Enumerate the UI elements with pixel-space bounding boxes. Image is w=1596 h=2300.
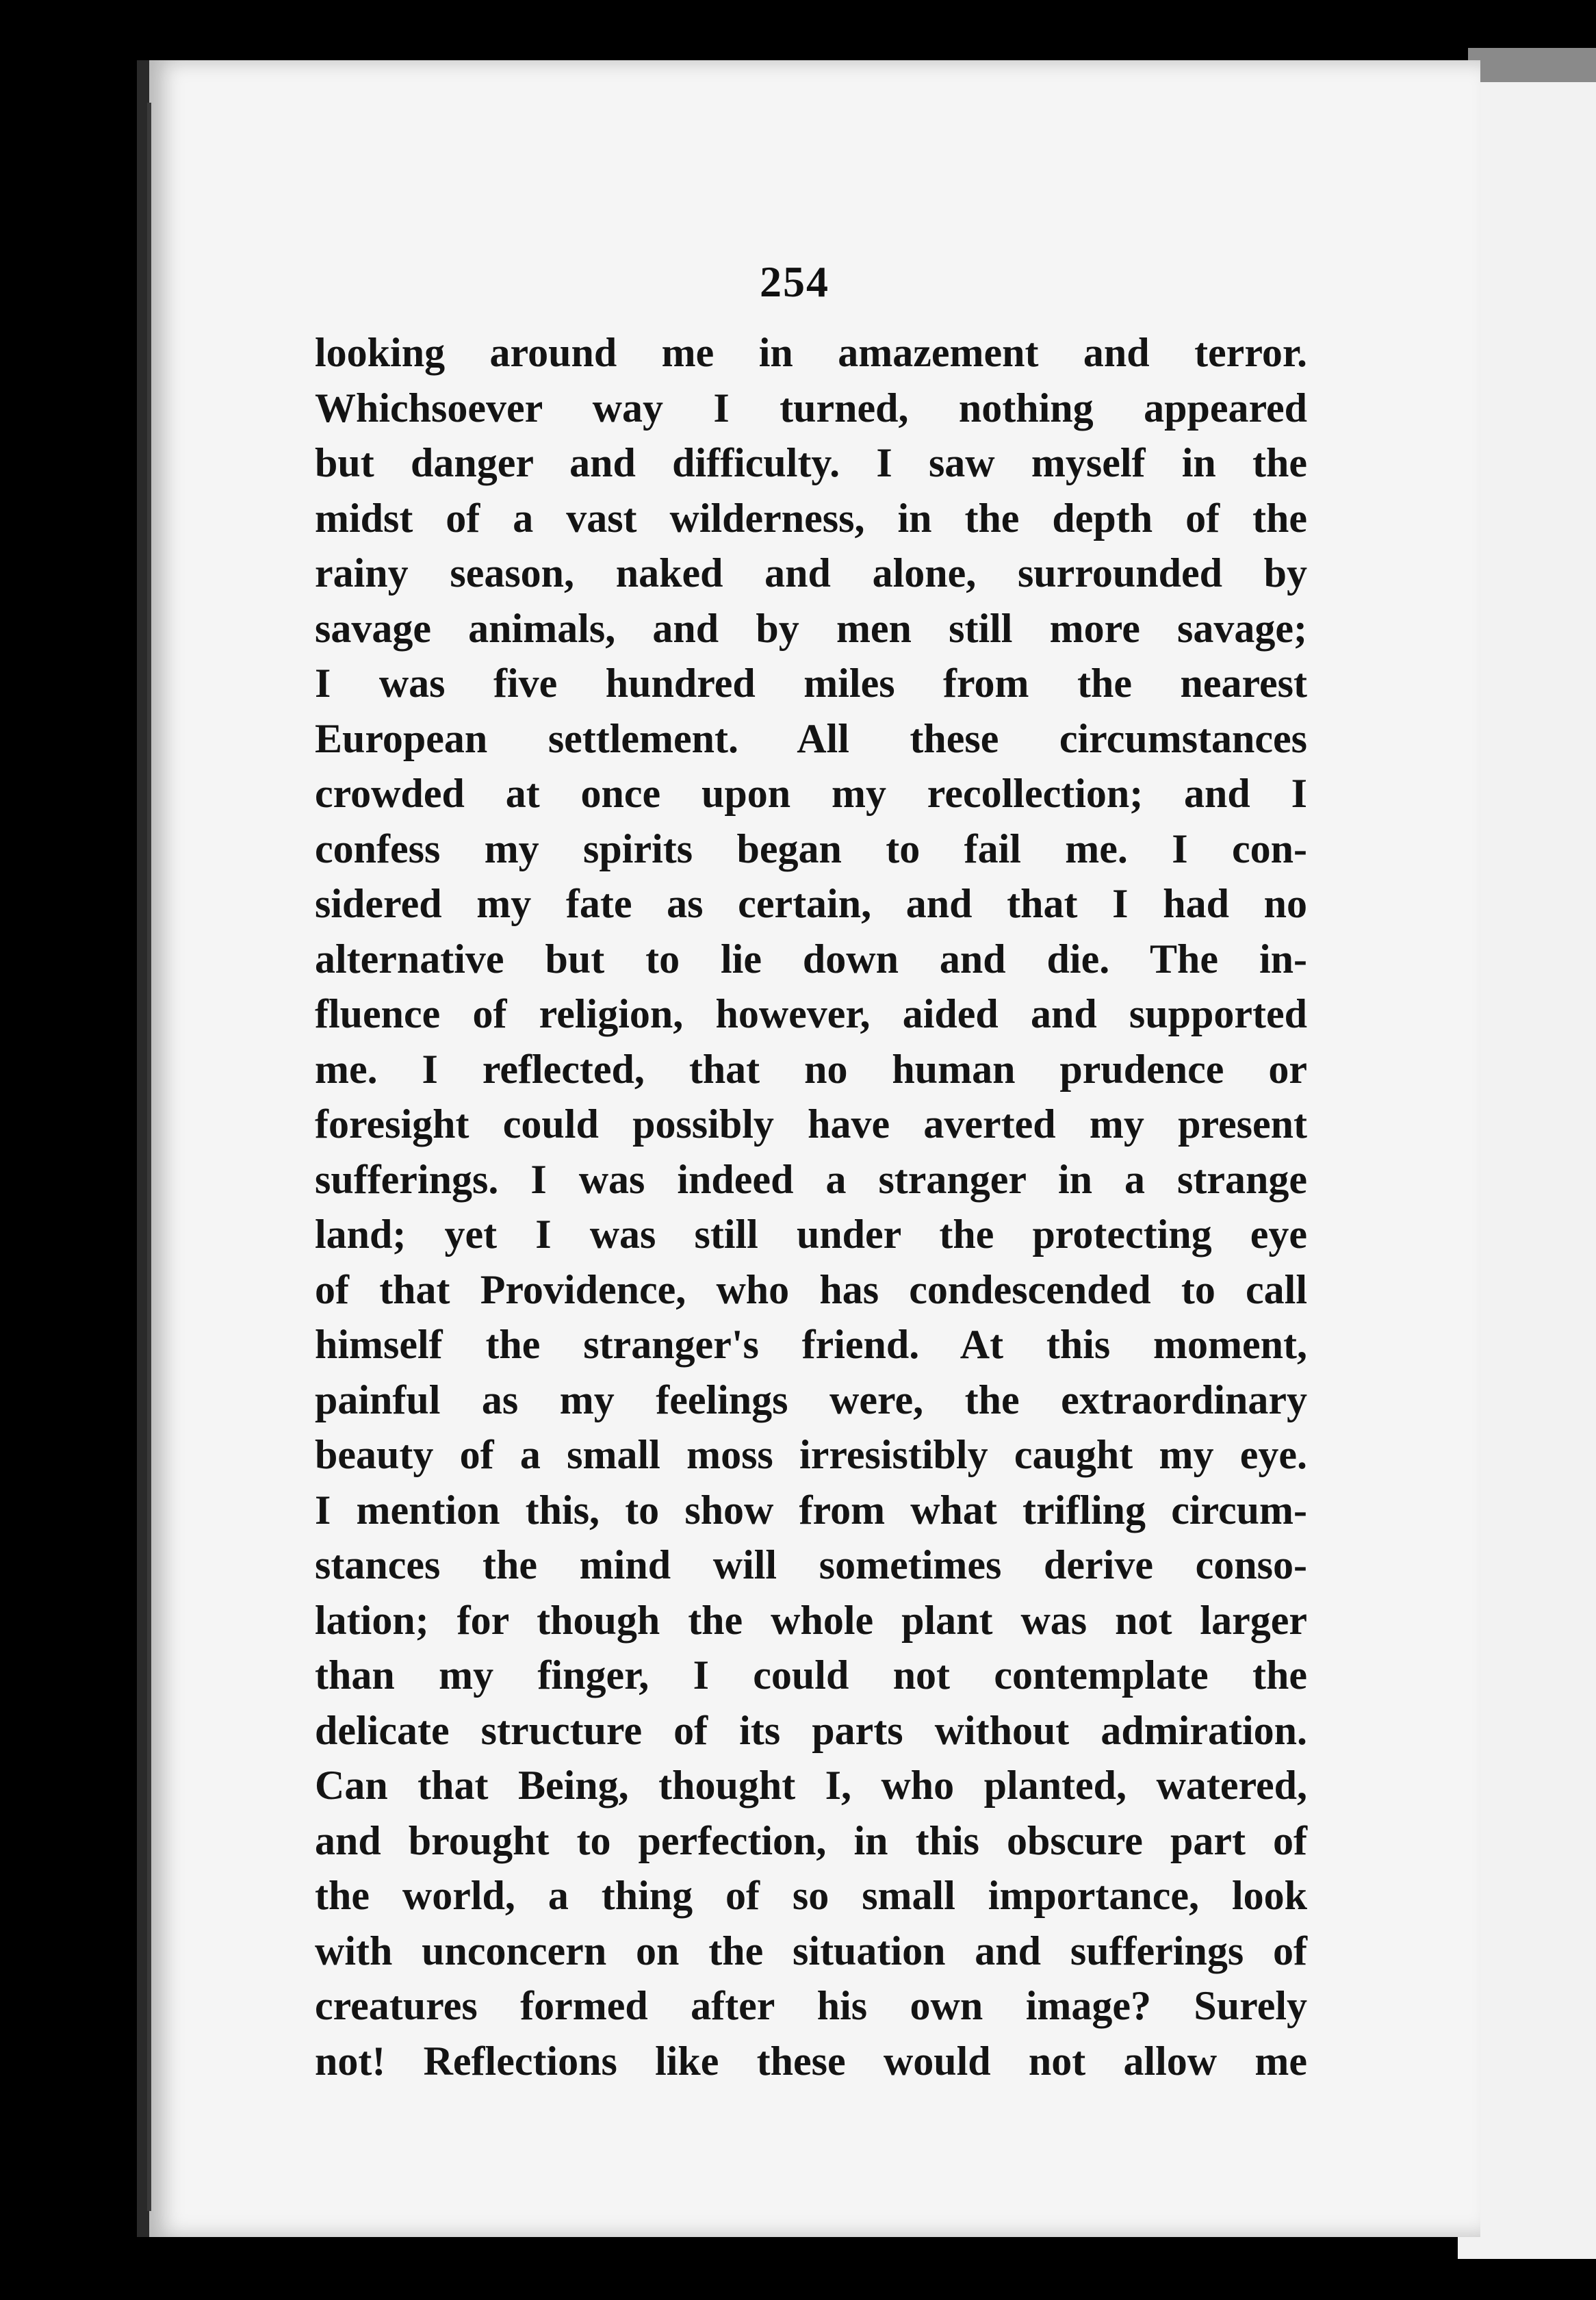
text-line: rainy season, naked and alone, surrounded by bbox=[315, 550, 1307, 596]
text-line: than my finger, I could not contemplate the bbox=[315, 1652, 1307, 1698]
text-line: midst of a vast wilderness, in the depth of the bbox=[315, 495, 1307, 541]
text-line: but danger and difficulty. I saw myself in the bbox=[315, 440, 1307, 485]
text-line: with unconcern on the situation and sufferings of bbox=[315, 1928, 1307, 1973]
body-text bbox=[315, 325, 1307, 2088]
text-line: himself the stranger's friend. At this moment, bbox=[315, 1322, 1307, 1367]
text-line: land; yet I was still under the protecting eye bbox=[315, 1212, 1307, 1257]
text-line: and brought to perfection, in this obscure part of bbox=[315, 1817, 1307, 1863]
text-line: confess my spirits began to fail me. I con- bbox=[315, 826, 1307, 871]
text-line: sufferings. I was indeed a stranger in a strange bbox=[315, 1156, 1307, 1202]
text-line: Can that Being, thought I, who planted, watered, bbox=[315, 1763, 1307, 1808]
text-line: looking around me in amazement and terror. bbox=[315, 330, 1307, 375]
text-line: European settlement. All these circumstances bbox=[315, 715, 1307, 761]
page-gutter-rule bbox=[147, 103, 151, 2211]
text-line: not! Reflections like these would not allow me bbox=[315, 2038, 1307, 2084]
text-line: delicate structure of its parts without admiration. bbox=[315, 1707, 1307, 1753]
page-number: 254 bbox=[760, 257, 829, 306]
text-line: painful as my feelings were, the extraordinary bbox=[315, 1377, 1307, 1422]
text-line: lation; for though the whole plant was not larger bbox=[315, 1597, 1307, 1643]
text-line: beauty of a small moss irresistibly caught my eye. bbox=[315, 1432, 1307, 1477]
text-line: of that Providence, who has condescended to call bbox=[315, 1266, 1307, 1312]
text-line: fluence of religion, however, aided and supported bbox=[315, 991, 1307, 1036]
text-line: sidered my fate as certain, and that I had no bbox=[315, 881, 1307, 926]
text-line: me. I reflected, that no human prudence or bbox=[315, 1046, 1307, 1092]
text-line: I mention this, to show from what trifling circum- bbox=[315, 1487, 1307, 1533]
text-line: foresight could possibly have averted my present bbox=[315, 1101, 1307, 1147]
text-line: creatures formed after his own image? Surely bbox=[315, 1983, 1307, 2028]
text-line: alternative but to lie down and die. The in- bbox=[315, 936, 1307, 982]
text-line: stances the mind will sometimes derive conso- bbox=[315, 1542, 1307, 1587]
text-line: Whichsoever way I turned, nothing appeared bbox=[315, 385, 1307, 431]
text-line: I was five hundred miles from the nearest bbox=[315, 661, 1307, 706]
text-line: crowded at once upon my recollection; and I bbox=[315, 771, 1307, 816]
text-line: savage animals, and by men still more savage; bbox=[315, 605, 1307, 651]
text-line: the world, a thing of so small importance, look bbox=[315, 1873, 1307, 1918]
